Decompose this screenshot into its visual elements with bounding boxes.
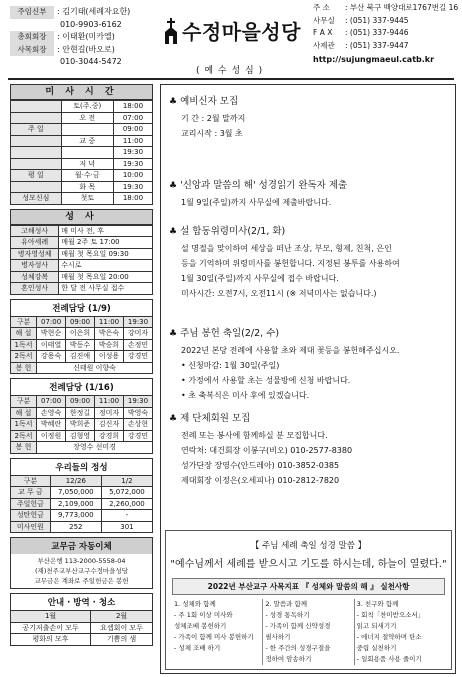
guide [10,593,153,646]
table-cell: 박희준 [66,419,95,431]
mass-row [11,101,153,113]
table-cell: 매 미사 전, 후 [59,225,153,237]
offering-title: 우리들의 정성 [10,458,153,475]
duty-row [11,362,153,374]
table-cell: 11:00 [113,135,152,147]
offering [10,458,153,534]
table-cell: 주 일 [11,124,62,136]
notice-title-text: 주님 봉헌 축일(2/2, 수) [180,328,280,339]
sacrament-row [11,248,153,260]
offering-row [11,510,153,522]
notice-item [169,93,451,141]
notice-line: 1월 30일(주일)까지 사무실에 접수 바랍니다. [181,274,339,283]
clergy-row [10,56,160,69]
table-cell: 박승희 [95,339,124,351]
notice-line: 1월 9일(주일)까지 사무실에 제출바랍니다. [181,198,332,207]
mass-row [11,170,153,182]
table-cell: 기쁨의 샘 [91,634,153,646]
notice-line: 연락처: 대건회장 이봉구(비오) 010-2577-8380 [181,446,353,455]
contact-key: 사제관 [313,40,335,50]
mass-row [11,181,153,193]
clergy-info [10,6,160,69]
clergy-value: : 이태환(미카엘) [57,32,115,41]
table-cell [11,101,62,113]
transfer-line: 부산은행 113-2000-5558-04 [37,557,126,565]
duty-row [11,430,153,442]
table-cell: 강경민 [124,430,153,442]
contact-row [313,15,461,28]
notice-line: 2022년 본당 전례에 사용할 초와 제대 꽃등을 봉헌해주십시오. [181,346,400,355]
club-icon: ♣ [169,97,178,107]
table-cell: 10:00 [113,170,152,182]
table-cell: 5,072,000 [101,487,152,499]
left-column [10,84,153,650]
duty-row [11,328,153,340]
practice-line: 1. 성체와 함께 [174,600,216,608]
duty-row [11,351,153,363]
practice-line: 3. 친구와 함께 [356,600,399,608]
contact-row [313,27,461,40]
club-icon: ♣ [169,227,178,237]
practice-column [172,599,263,665]
header-cell: 11:00 [95,396,124,408]
table-cell: 9,773,000 [50,510,101,522]
table-cell: 해 설 [11,407,37,419]
header-cell: 1/2 [101,475,152,487]
clergy-row [10,6,160,19]
table-cell: 19:30 [113,181,152,193]
header-cell: 2월 [91,611,153,623]
table-header-row [11,475,153,487]
table-cell: 주일헌금 [11,498,51,510]
table-cell: 유아세례 [11,237,59,249]
table-cell: 미사인원 [11,521,51,533]
contact-key: 주 소 [313,3,330,12]
offering-table [10,475,153,534]
sacraments-table [10,225,153,295]
table-cell: 교 무 금 [11,487,51,499]
sacrament-row [11,271,153,283]
notice-line: 등을 기억하며 위령미사를 봉헌합니다. 지정된 봉투를 사용하여 [181,259,400,268]
notice-title [169,93,451,107]
website-link[interactable]: http://sujungmaeul.catb.kr [313,55,435,64]
table-header-row [11,611,153,623]
table-cell: 2독서 [11,351,37,363]
table-cell: 성체강복 [11,271,59,283]
contact-value: : (051) 337-9447 [345,40,409,50]
mass-row [11,158,153,170]
table-cell: 박현순 [37,328,66,340]
header-cell: 11:00 [95,316,124,328]
table-cell: 매월 첫 목요일 09:30 [59,248,153,260]
contact-value: : (051) 337-9446 [345,28,409,37]
table-cell: 성모신심 [11,193,62,205]
mass-row [11,147,153,159]
club-icon: ♣ [169,414,178,424]
table-cell [11,135,62,147]
table-cell: 손정민 [124,339,153,351]
duty-row [11,407,153,419]
table-cell: 매월 첫 목요일 20:00 [59,271,153,283]
practice-line: 정하여 암송하기 [265,655,312,663]
notice-title [169,177,451,191]
practice-line: - 가족이 함께 신약성경 [265,622,331,630]
practice-line: 읽고 되새기기 [356,622,397,630]
transfer-line: 교무금은 계좌로 주일헌금은 봉헌 [34,577,129,585]
notice-line: 기 간 : 2월 말까지 [181,114,246,123]
parish-subtitle: ( 예 수 성 심 ) [196,66,264,76]
table-cell: 07:00 [113,112,152,124]
table-cell: 한 달 전 사무실 접수 [59,283,153,295]
table-cell: 요셉회이 모두 [91,622,153,634]
clergy-row [10,44,160,57]
table-cell: 한정길 [66,407,95,419]
contact-info [313,2,461,67]
practice-line: 중립 실천하기 [356,644,397,652]
notice-item [169,325,451,403]
practice-line: - 성경 통독하기 [265,611,310,619]
table-cell: 수시로 [59,260,153,272]
table-cell: 장영수 선미경 [37,442,153,454]
practice-line: - 에너지 절약하며 탄소 [356,633,422,641]
table-cell: 강경희 [95,430,124,442]
table-cell [11,158,62,170]
clergy-value: : 김기태(세례자요한) [57,7,131,16]
table-cell: 김형영 [66,430,95,442]
table-cell: 신태원 이향숙 [37,362,153,374]
practice-line: 성체조배 봉헌하기 [174,622,227,630]
sacrament-row [11,283,153,295]
practice-column [355,599,445,665]
sacraments-title: 성 사 [10,209,153,225]
mass-row [11,193,153,205]
clergy-row [10,31,160,44]
header-cell: 07:00 [37,396,66,408]
table-cell: 강경민 [124,351,153,363]
table-cell: 강미자 [124,328,153,340]
table-cell: 병자성사 [11,260,59,272]
transfer-line: (재)천주교부산교구수정마을성당 [35,567,128,575]
notice-title-text: 제 단체회원 모집 [180,413,251,424]
table-cell [11,181,62,193]
table-cell: 18:00 [113,101,152,113]
table-cell: 박은숙 [95,328,124,340]
table-cell: 매월 2주 토 17:00 [59,237,153,249]
table-cell: 이성용 [95,351,124,363]
church-icon [164,18,178,44]
scripture-box [165,530,452,670]
table-cell: 박영숙 [124,407,153,419]
notice-title [169,223,451,237]
liturgy-duty-2 [10,378,153,454]
notice-title [169,325,451,339]
header-cell: 구분 [11,316,37,328]
guide-row [11,634,153,646]
clergy-row [10,19,160,32]
auto-transfer [10,537,153,589]
guide-title: 안내 · 방역 · 청소 [10,593,153,610]
clergy-role: 주임신부 [10,6,54,19]
table-cell: 2독서 [11,430,37,442]
notice-item [169,410,451,488]
notice-title-text: 예비신자 모집 [180,96,239,107]
guide-row [11,622,153,634]
parish-name: 수정마을성당 [182,20,301,44]
practice-columns [172,599,445,665]
practice-column [263,599,354,665]
clergy-role: 총회회장 [10,31,54,44]
liturgy-duty-1 [10,299,153,375]
mass-row [11,124,153,136]
practice-line: - 주 1회 이상 미사와 [174,611,233,619]
contact-row [313,2,461,15]
header-cell: 07:00 [37,316,66,328]
table-cell [61,124,113,136]
notice-line: 성가단장 장영수(안드레아) 010-3852-0385 [181,461,340,470]
practice-line: - 일회용품 사용 줄이기 [356,655,422,663]
table-cell: 혼인성사 [11,283,59,295]
notice-line: • 신청마감: 1월 30일(주일) [181,361,280,370]
table-cell: 오 전 [61,112,113,124]
table-cell: 봉 헌 [11,362,37,374]
contact-key: F A X [313,28,333,37]
table-cell: 병자영성체 [11,248,59,260]
clergy-value: : 안현길(바오로) [57,44,115,54]
table-cell: 김신자 [95,419,124,431]
table-cell: 2,109,000 [50,498,101,510]
liturgy-duty-2-title: 전례담당 (1/16) [10,378,153,395]
auto-transfer-title: 교무금 자동이체 [10,537,153,554]
auto-transfer-note [10,554,153,589]
table-cell: 해 설 [11,328,37,340]
offering-row [11,487,153,499]
header-cell: 09:00 [66,396,95,408]
offering-row [11,498,153,510]
notice-title [169,410,451,424]
scripture-text: "예수님께서 세례를 받으시고 기도를 하시는데, 하늘이 열렸다." [170,559,447,570]
table-cell: 19:30 [113,158,152,170]
table-cell: 7,050,000 [50,487,101,499]
contact-key: 사무실 [313,15,335,25]
table-cell: 첫토 [61,193,113,205]
table-cell: 09:00 [113,124,152,136]
table-cell: 301 [101,521,152,533]
notice-line: 교리시작 : 3월 초 [181,129,243,138]
mass-times [10,84,153,205]
notices-panel [160,84,456,674]
table-cell: 평화의 모후 [11,634,91,646]
liturgy-duty-1-table [10,316,153,375]
header-divider [8,78,454,80]
practice-line: - 성체 조배 하기 [174,644,221,652]
clergy-phone: 010-9903-6162 [60,19,122,29]
table-cell: 정미자 [95,407,124,419]
scripture-heading: 【 주님 세례 축일 성경 말씀 】 [250,541,367,551]
table-cell: 1독서 [11,339,37,351]
offering-row [11,521,153,533]
header-cell: 1월 [11,611,91,623]
table-cell: 공기저출손이 모두 [11,622,91,634]
notice-line: 전례 또는 봉사에 함께하실 분 모집합니다. [181,431,328,440]
contact-value: : (051) 337-9445 [345,15,409,25]
table-cell: 252 [50,521,101,533]
notice-line: 설 명절을 맞이하여 세상을 떠난 조상, 부모, 형제, 친척, 은인 [181,244,392,253]
sacraments [10,209,153,295]
table-cell: - [101,510,152,522]
table-cell: 이은희 [66,328,95,340]
table-cell: 고해성사 [11,225,59,237]
table-cell: 토(주.중) [61,101,113,113]
notice-title-text: 설 합동위령미사(2/1, 화) [180,226,286,237]
practice-line: 2. 말씀과 함께 [265,600,308,608]
mass-times-table [10,100,153,205]
header-cell: 19:30 [124,396,153,408]
table-cell: 화 목 [61,181,113,193]
table-cell: 저 녁 [61,158,113,170]
clergy-role: 사목회장 [10,44,54,57]
clergy-phone: 010-3044-5472 [60,57,122,66]
table-cell [11,147,62,159]
table-cell: 손상현 [124,419,153,431]
practice-line: - 한 주간의 성경구절을 [265,644,331,652]
mass-row [11,135,153,147]
liturgy-duty-1-title: 전례담당 (1/9) [10,299,153,316]
duty-row [11,442,153,454]
bulletin-header [0,0,462,82]
duty-row [11,419,153,431]
club-icon: ♣ [169,181,178,191]
sacrament-row [11,237,153,249]
table-cell: 박동수 [66,339,95,351]
notice-item [169,177,451,210]
table-cell: 이정원 [37,430,66,442]
mass-times-title: 미 사 시 간 [10,84,153,100]
table-header-row [11,396,153,408]
header-cell: 19:30 [124,316,153,328]
table-cell: 평 일 [11,170,62,182]
header-cell: 12/26 [50,475,101,487]
table-cell: 박혜란 [37,419,66,431]
table-cell [11,112,62,124]
liturgy-duty-2-table [10,395,153,454]
contact-row [313,40,461,53]
practice-line: 필사하기 [265,633,291,641]
table-cell: 월·수·금 [61,170,113,182]
mass-row [11,112,153,124]
table-cell: 교 중 [61,135,113,147]
sacrament-row [11,260,153,272]
notice-title-text: '신앙과 말씀의 해' 성경읽기 완독자 제출 [180,180,348,191]
table-cell: 이태열 [37,339,66,351]
header-cell: 구분 [11,396,37,408]
guide-table [10,610,153,646]
notice-line: 미사시간: 오전7시, 오전11시 (※ 저녁미사는 없습니다.) [181,289,377,298]
header-cell: 구분 [11,475,51,487]
table-cell: 19:30 [113,147,152,159]
table-cell: 봉 헌 [11,442,37,454]
practice-line: - 회칙「찬미받으소서」 [356,611,425,619]
header-cell: 09:00 [66,316,95,328]
table-cell: 강용숙 [37,351,66,363]
table-cell: 김진애 [66,351,95,363]
table-cell: 2,260,000 [101,498,152,510]
notice-item [169,223,451,301]
duty-row [11,339,153,351]
notice-line: • 초 축복식은 미사 후에 있겠습니다. [181,391,310,400]
pastoral-goal-banner: 2022년 부산교구 사목지표 『 성체와 말씀의 해 』 실천사항 [172,578,445,595]
practice-line: - 가족이 함께 미사 봉헌하기 [174,633,254,641]
table-header-row [11,316,153,328]
notice-line: • 가정에서 사용할 초는 성물방에 신청 바랍니다. [181,376,351,385]
table-cell: 1독서 [11,419,37,431]
sacrament-row [11,225,153,237]
table-cell: 18:00 [113,193,152,205]
table-cell: 성탄헌금 [11,510,51,522]
notice-line: 제대회장 이정은(오세피나) 010-2812-7820 [181,476,340,485]
table-cell: 손영숙 [37,407,66,419]
contact-value: : 부산 북구 백양대로1767번길 16 [345,3,459,12]
club-icon: ♣ [169,329,178,339]
table-cell [61,147,113,159]
parish-logo [164,16,301,45]
